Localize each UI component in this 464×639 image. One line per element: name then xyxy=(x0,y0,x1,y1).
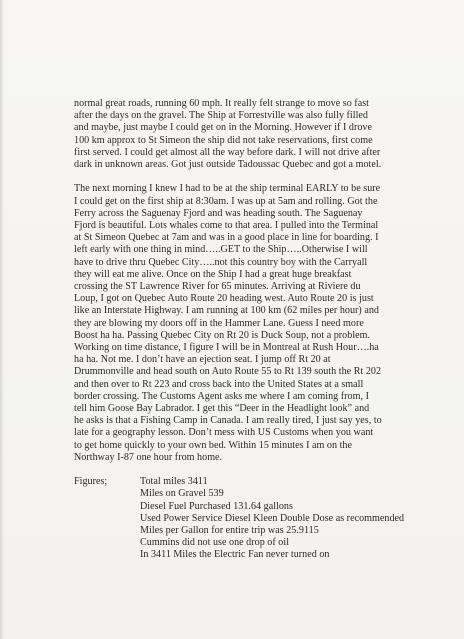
figures-item: Cummins did not use one drop of oil xyxy=(140,537,290,549)
figures-item: Used Power Service Diesel Kleen Double Dose as recommended xyxy=(140,512,405,524)
figures-row xyxy=(74,501,440,513)
text-line: after the days on the gravel. The Ship at Forrestville was also fully filled xyxy=(74,110,368,122)
text-line: Fjord is beautiful. Lots whales come to that area. I pulled into the Terminal xyxy=(74,220,379,232)
text-line: tell him Goose Bay Labrador. I get this “Deer in the Headlight look” and xyxy=(74,403,370,415)
text-line: he asks is that a Fishing Camp in Canada. I am really tired, I just say yes, to xyxy=(74,415,382,427)
text-line: and maybe, just maybe I could get on in the Morning. However if I drove xyxy=(74,122,372,134)
text-line: Boost ha ha. Passing Quebec City on Rt 20 is Duck Soup, not a problem. xyxy=(74,329,371,341)
text-line: dark in unknown areas. Got just outside Tadoussac Quebec and got a motel. xyxy=(74,159,382,171)
figures-item: Total miles 3411 xyxy=(140,476,208,488)
text-line: and then over to Rt 223 and cross back into the United States at a small xyxy=(74,378,364,390)
text-line: Working on time distance, I figure I will be in Montreal at Rush Hour….ha xyxy=(74,342,379,354)
text-line: left early with one thing in mind…..GET to the Ship…..Otherwise I will xyxy=(74,244,368,256)
figures-list xyxy=(74,476,440,561)
figures-item: Miles per Gallon for entire trip was 25.9115 xyxy=(140,525,319,537)
text-line: 100 km approx to St Simeon the ship did not take reservations, first come xyxy=(74,134,373,146)
text-line: I could get on the first ship at 8:30am. I was up at 5am and rolling. Got the xyxy=(74,195,378,207)
figures-row xyxy=(74,549,440,561)
text-line: The next morning I knew I had to be at the ship terminal EARLY to be sure xyxy=(74,183,381,195)
text-line: normal great roads, running 60 mph. It really felt strange to move so fast xyxy=(74,98,369,109)
text-line: have to drive thru Quebec City…..not this country boy with the Carryall xyxy=(74,256,368,268)
figures-row xyxy=(74,525,440,537)
figures-row xyxy=(74,513,440,525)
text-line: Drummonville and head south on Auto Route 55 to Rt 139 south the Rt 202 xyxy=(74,366,382,378)
document-body xyxy=(74,98,440,562)
figures-item: Diesel Fuel Purchased 131.64 gallons xyxy=(140,500,293,512)
text-line: border crossing. The Customs Agent asks me where I am coming from, I xyxy=(74,390,369,402)
figures-row xyxy=(74,537,440,549)
figures-label: Figures; xyxy=(74,476,108,488)
text-line: Northway I-87 one hour from home. xyxy=(74,451,223,463)
figures-row-first xyxy=(74,476,440,488)
text-line: late for a geography lesson. Don’t mess with US Customs when you want xyxy=(74,427,374,439)
figures-item: In 3411 Miles the Electric Fan never turned on xyxy=(140,549,330,561)
text-line: crossing the ST Lawrence River for 65 minutes. Arriving at Riviere du xyxy=(74,281,361,293)
page-edge-shadow xyxy=(0,0,4,639)
figures-row xyxy=(74,488,440,500)
text-line: first served. I could get almost all the way before dark. I will not drive after xyxy=(74,146,381,158)
text-line: Ferry across the Saguenay Fjord and was heading south. The Saguenay xyxy=(74,207,363,219)
text-line: Loup, I got on Quebec Auto Route 20 heading west. Auto Route 20 is just xyxy=(74,293,374,305)
figures-item: Miles on Gravel 539 xyxy=(140,488,224,500)
text-line: at St Simeon Quebec at 7am and was in a good place in line for boarding. I xyxy=(74,232,379,244)
paragraph-1 xyxy=(74,98,440,171)
text-line: they are blowing my doors off in the Hammer Lane. Guess I need more xyxy=(74,317,364,329)
text-line: they will eat me alive. Once on the Ship I had a great huge breakfast xyxy=(74,268,352,280)
text-line: to get home quickly to your own bed. Within 15 minutes I am on the xyxy=(74,439,352,451)
text-line: like an Interstate Highway. I am running at 100 km (62 miles per hour) and xyxy=(74,305,379,317)
text-line: ha ha. Not me. I don’t have an ejection seat. I jump off Rt 20 at xyxy=(74,354,331,366)
paragraph-2 xyxy=(74,183,440,464)
